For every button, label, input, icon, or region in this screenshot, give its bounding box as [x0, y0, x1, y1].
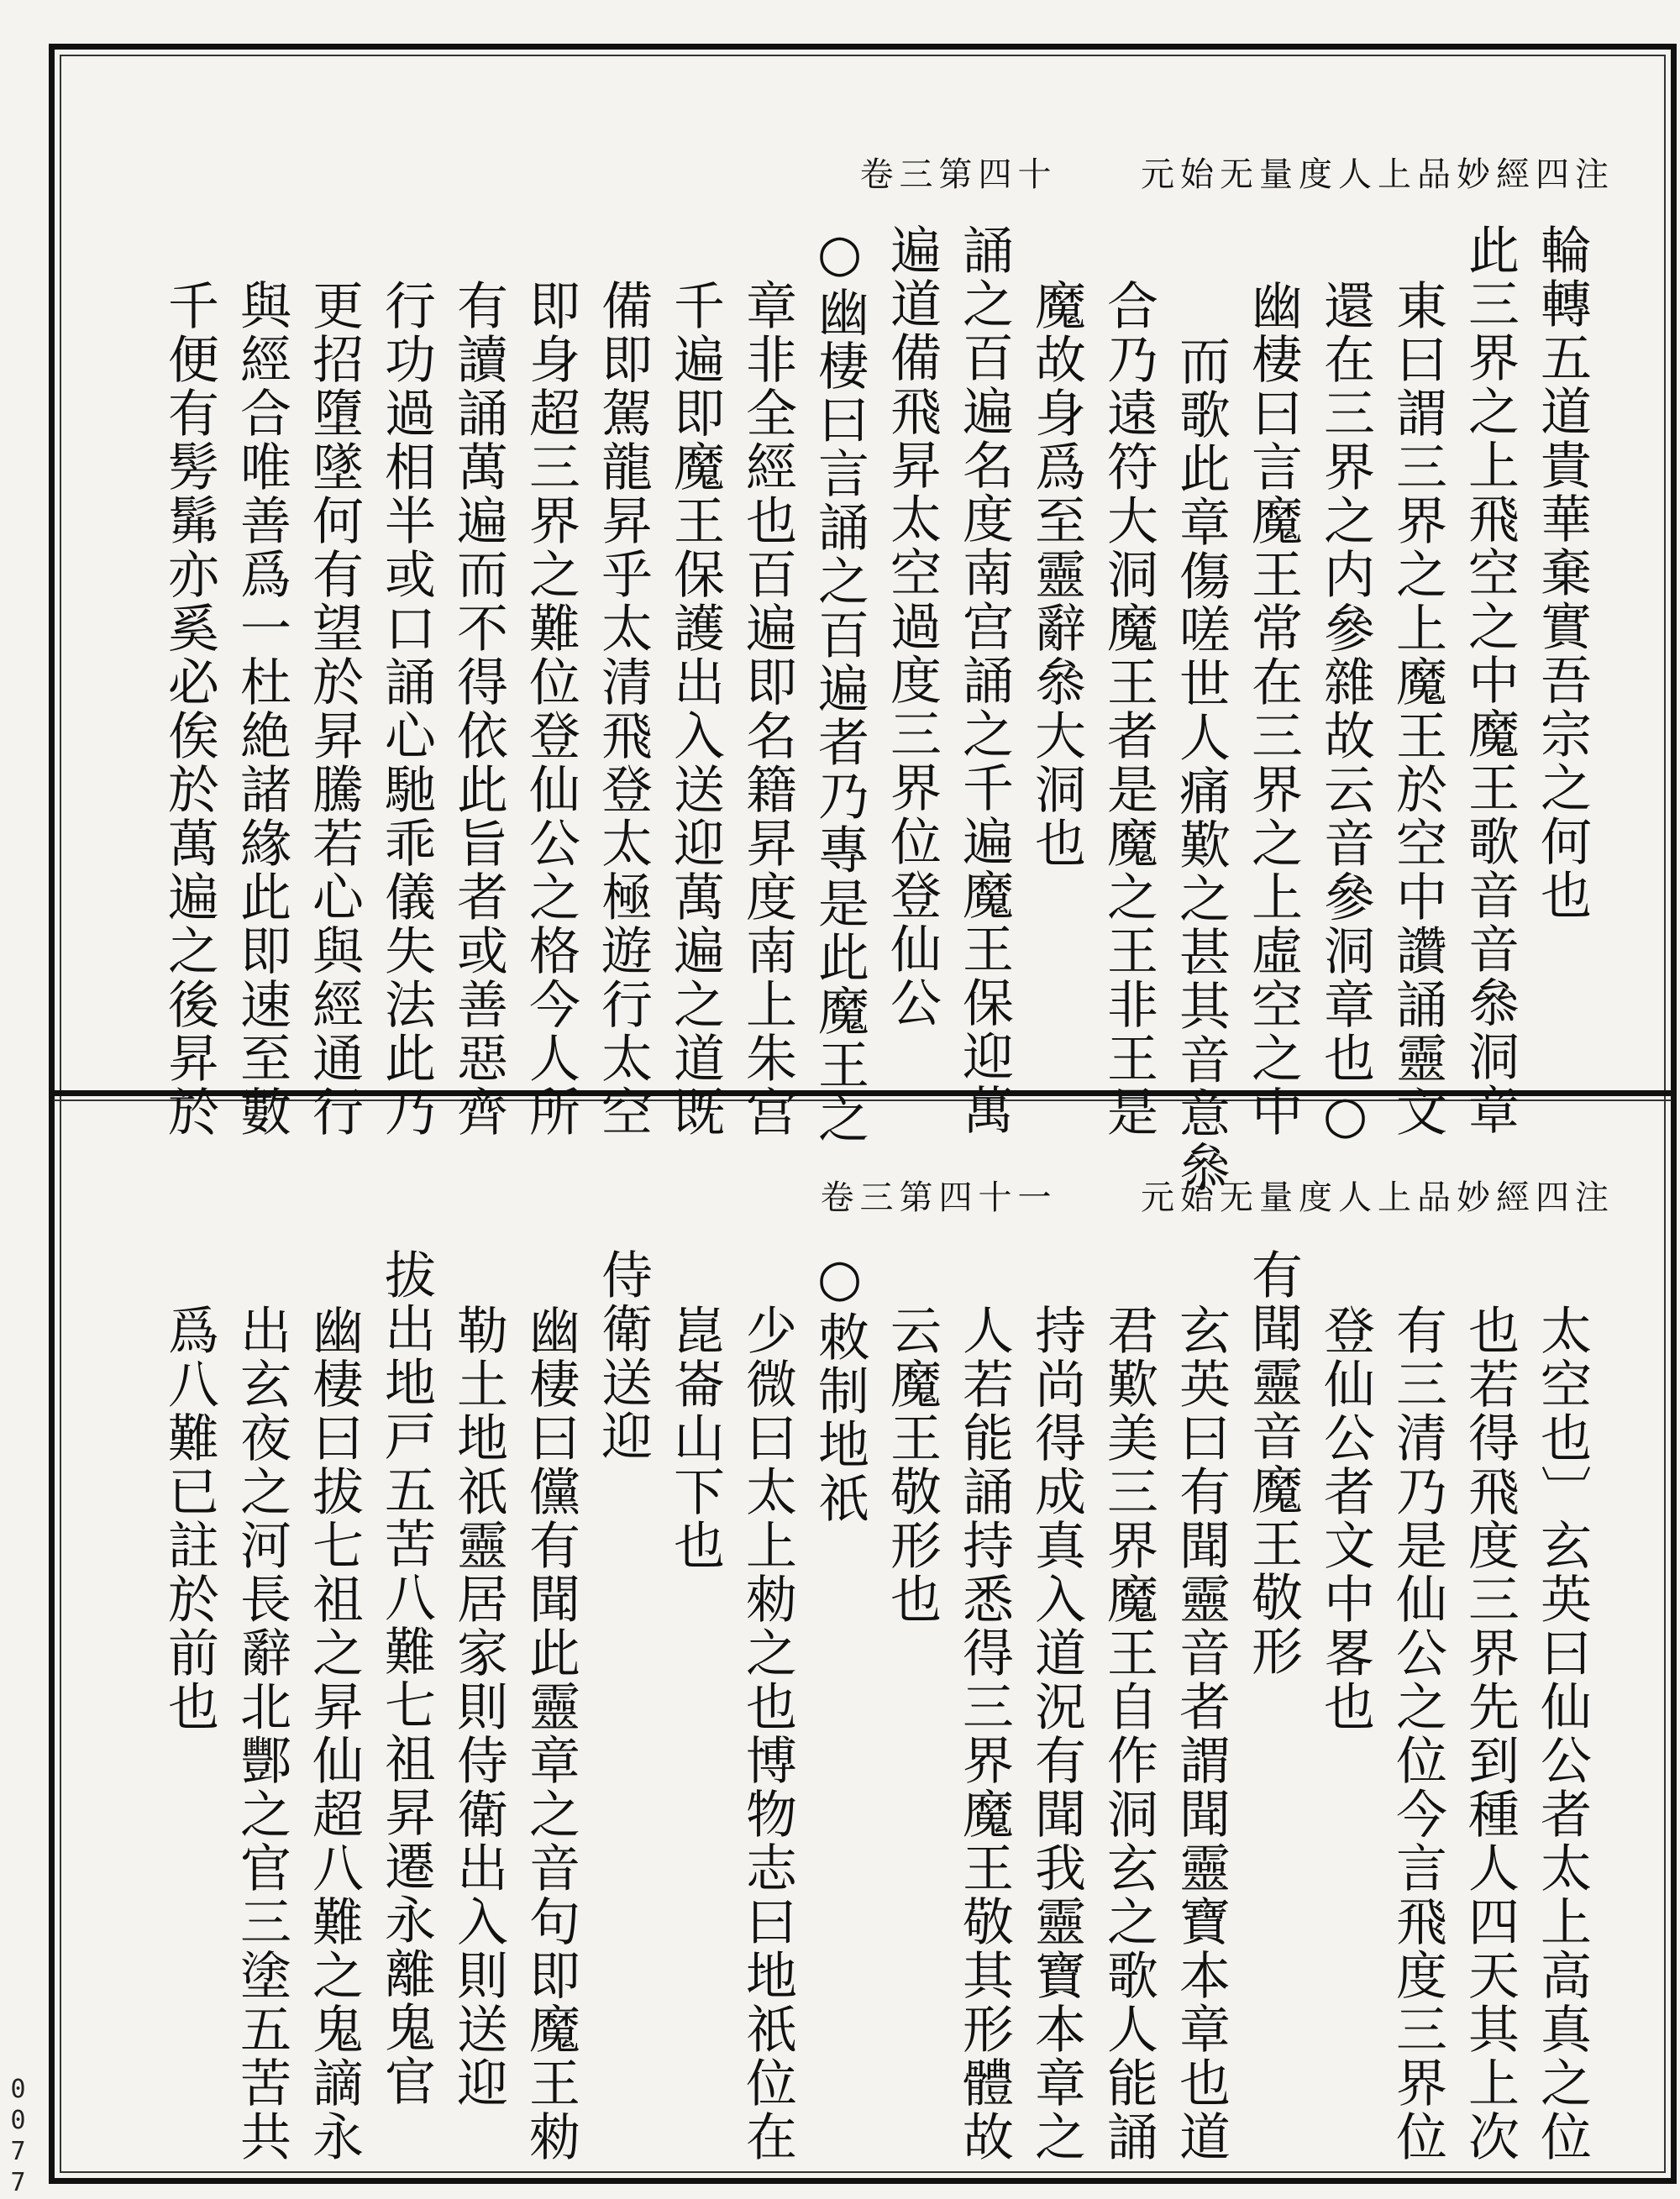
bottom-text-column: 拔出地戸五苦八難七祖昇遷永離鬼官	[376, 1248, 436, 2108]
top-running-header	[860, 148, 1614, 196]
bottom-text-column: 云魔王敬形也	[882, 1304, 942, 1626]
bottom-text-column: 幽棲曰拔七祖之昇仙超八難之鬼謫永	[304, 1304, 364, 2164]
bottom-running-header	[821, 1171, 1614, 1219]
bottom-text-column: 有三清乃是仙公之位今言飛度三界位	[1388, 1304, 1447, 2164]
top-text-column: 魔故身爲至靈辭叅大洞也	[1026, 279, 1086, 870]
top-volume-label: 卷三第四十	[859, 155, 1058, 194]
bottom-text-column: 爲八難已註於前也	[160, 1304, 219, 1734]
bottom-text-column: 崑崙山下也	[665, 1304, 725, 1572]
bottom-text-column: 出玄夜之河長辭北酆之官三塗五苦共	[232, 1304, 291, 2164]
bottom-book-title: 元始无量度人上品妙經四注	[1141, 1178, 1614, 1217]
bottom-text-column: 也若得飛度三界先到種人四天其上次	[1460, 1304, 1520, 2164]
top-text-column: 幽棲曰言魔王常在三界之上虛空之中	[1243, 279, 1303, 1139]
top-text-column: 東曰謂三界之上魔王於空中讚誦靈文	[1388, 279, 1447, 1139]
bottom-text-column: 人若能誦持悉得三界魔王敬其形體故	[954, 1304, 1014, 2164]
bottom-text-column: 幽棲曰儻有聞此靈章之音句即魔王勑	[521, 1304, 580, 2164]
bottom-text-column: 持尚得成真入道況有聞我靈寶本章之	[1026, 1304, 1086, 2164]
top-text-column: 更招墮墜何有望於昇騰若心與經通行	[304, 279, 364, 1139]
bottom-volume-label: 卷三第四十一	[820, 1178, 1058, 1217]
bottom-text-column: 勒土地祇靈居家則侍衛出入則送迎	[449, 1304, 508, 2110]
top-text-column: 合乃遠符大洞魔王者是魔之王非王是	[1099, 279, 1158, 1139]
page-number: 0077	[3, 2075, 33, 2199]
top-text-column: 行功過相半或口誦心馳乖儀失法此乃	[376, 279, 436, 1139]
top-text-column: 輪轉五道貴華棄實吾宗之何也	[1532, 223, 1592, 922]
bottom-text-column: 登仙公者文中畧也	[1315, 1304, 1375, 1734]
top-text-column: 誦之百遍名度南宫誦之千遍魔王保迎萬	[954, 223, 1014, 1137]
top-text-column: 遍道備飛昇太空過度三界位登仙公	[882, 223, 942, 1030]
bottom-text-column: 玄英曰有聞靈音者謂聞靈寶本章也道	[1171, 1304, 1231, 2164]
top-text-column: 而歌此章傷嗟世人痛歎之甚其音意叅	[1171, 334, 1231, 1194]
top-text-column: ○幽棲曰言誦之百遍者乃專是此魔王之	[810, 223, 869, 1146]
top-text-column: 還在三界之内參雜故云音參洞章也○	[1315, 279, 1375, 1147]
bottom-text-column: 少微曰太上勑之也博物志曰地祇位在	[738, 1304, 797, 2164]
top-text-column: 有讀誦萬遍而不得依此旨者或善惡齊	[449, 279, 508, 1139]
bottom-text-column: ○敇制地祇	[810, 1248, 869, 1525]
top-text-column: 此三界之上飛空之中魔王歌音音叅洞章	[1460, 223, 1520, 1137]
bottom-text-column: 太空也〕玄英曰仙公者太上高真之位	[1532, 1304, 1592, 2164]
top-panel	[60, 55, 1665, 1194]
top-book-title: 元始无量度人上品妙經四注	[1141, 155, 1614, 194]
top-text-column: 章非全經也百遍即名籍昇度南上朱宫	[738, 279, 797, 1139]
bottom-text-column: 君歎美三界魔王自作洞玄之歌人能誦	[1099, 1304, 1158, 2164]
top-text-column: 即身超三界之難位登仙公之格今人所	[521, 279, 580, 1139]
top-text-column: 與經合唯善爲一杜絶諸緣此即速至數	[232, 279, 291, 1139]
top-text-column: 備即駕龍昇乎太清飛登太極遊行太空	[593, 279, 653, 1139]
bottom-text-column: 侍衛送迎	[593, 1248, 653, 1463]
top-text-columns	[153, 223, 1598, 1194]
top-text-column: 千遍即魔王保護出入送迎萬遍之道既	[665, 279, 725, 1139]
bottom-text-columns	[153, 1248, 1598, 2164]
bottom-text-column: 有聞靈音魔王敬形	[1243, 1248, 1303, 1678]
top-text-column: 千便有髣髴亦奚必俟於萬遍之後昇於	[160, 279, 219, 1139]
bottom-panel	[60, 1105, 1665, 2174]
